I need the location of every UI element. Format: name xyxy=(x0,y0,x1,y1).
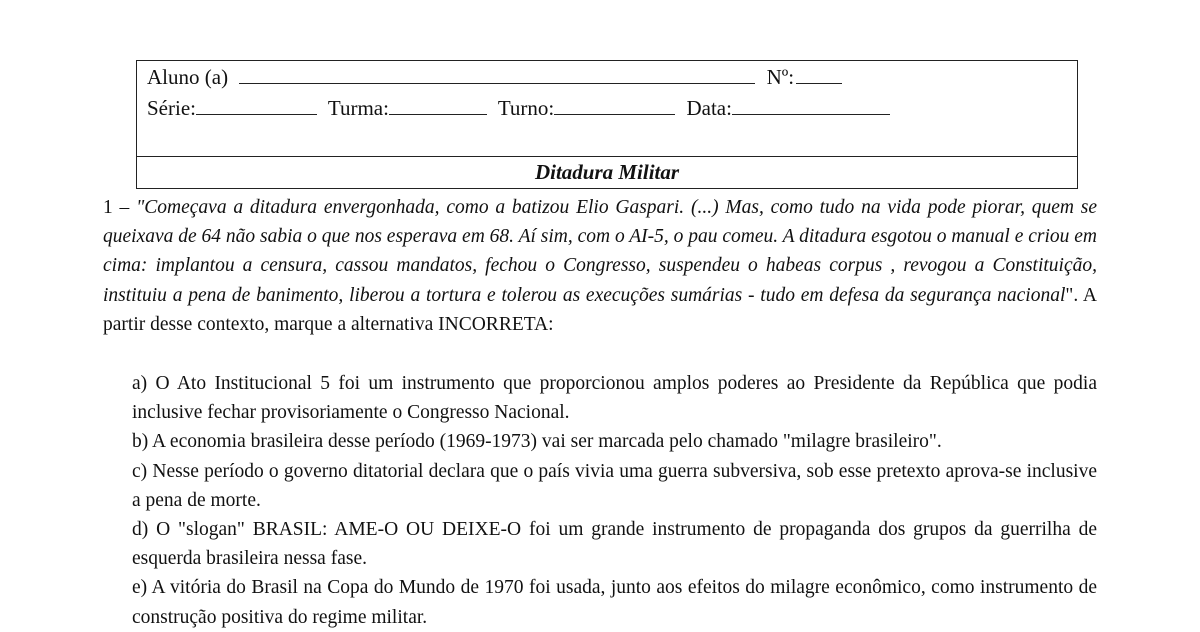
shift-label: Turno: xyxy=(497,96,555,120)
student-label: Aluno (a) xyxy=(147,65,229,89)
answer-options xyxy=(132,369,1097,632)
document-title: Ditadura Militar xyxy=(534,160,680,184)
option-c[interactable]: c) Nesse período o governo ditatorial declara que o país vivia uma guerra subversiva, sob esse pretexto aprova-se inclusive a pena de morte. xyxy=(132,460,1097,511)
question-prompt: ". A partir desse contexto, marque a alternativa INCORRETA: xyxy=(103,284,1097,335)
number-label: Nº: xyxy=(766,65,795,89)
date-label: Data: xyxy=(686,96,732,120)
student-name-field[interactable] xyxy=(239,65,755,84)
question-quote: "Começava a ditadura envergonhada, como a batizou Elio Gaspari. (...) Mas, como tudo na vida pode piorar, quem se queixava de 64 não sabia o que nos esperava em 68. Aí sim, com o AI-5, o pau comeu. A ditadura esgotou o manual e criou em cima: implantou a censura, cassou mandatos, fechou o Congresso, suspendeu o habeas corpus , revogou a Constituição, instituiu a pena de banimento, liberou a tortura e tolerou as execuções sumárias - tudo em defesa da segurança nacional xyxy=(103,197,1098,306)
date-field[interactable] xyxy=(732,96,890,115)
grade-field[interactable] xyxy=(196,96,317,115)
question-text xyxy=(103,193,1097,339)
student-info-section xyxy=(137,61,1077,157)
option-b[interactable]: b) A economia brasileira desse período (1969-1973) vai ser marcada pelo chamado "milagre brasileiro". xyxy=(132,431,942,453)
option-a[interactable]: a) O Ato Institucional 5 foi um instrumento que proporcionou amplos poderes ao Presidente da República que podia inclusive fechar provisoriamente o Congresso Nacional. xyxy=(132,373,1097,424)
grade-label: Série: xyxy=(147,96,196,120)
class-info-row xyxy=(147,96,896,120)
option-e[interactable]: e) A vitória do Brasil na Copa do Mundo de 1970 foi usada, junto aos efeitos do milagre econômico, como instrumento de construção positiva do regime militar. xyxy=(132,577,1097,628)
class-label: Turma: xyxy=(327,96,389,120)
shift-field[interactable] xyxy=(554,96,675,115)
number-field[interactable] xyxy=(796,65,842,84)
option-d[interactable]: d) O "slogan" BRASIL: AME-O OU DEIXE-O foi um grande instrumento de propaganda dos grupos da guerrilha de esquerda brasileira nessa fase. xyxy=(132,519,1097,570)
question-number: 1 – xyxy=(103,197,137,218)
class-field[interactable] xyxy=(389,96,487,115)
student-header-box xyxy=(136,60,1078,189)
student-row xyxy=(147,65,848,89)
